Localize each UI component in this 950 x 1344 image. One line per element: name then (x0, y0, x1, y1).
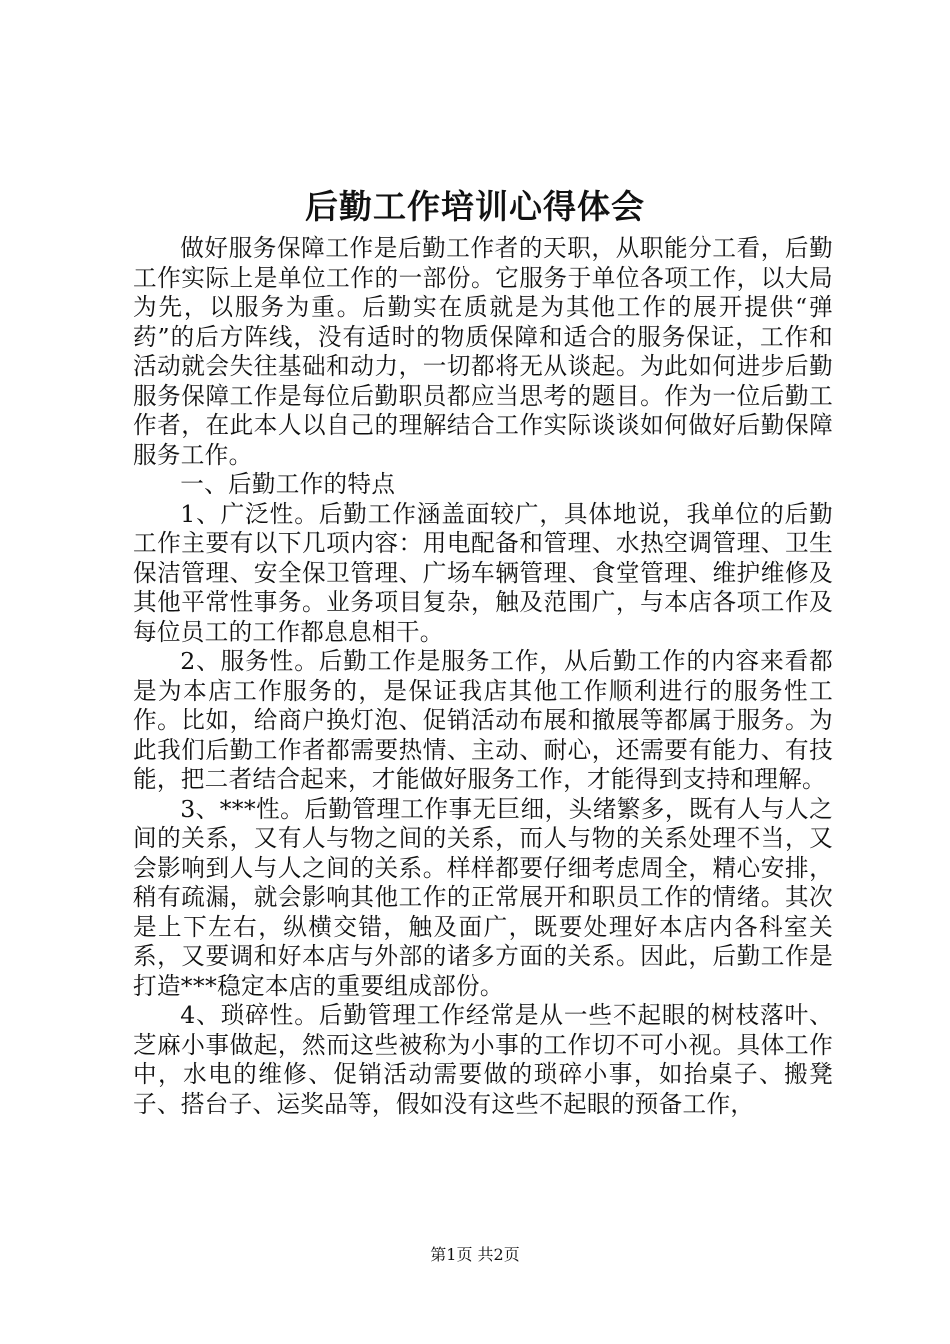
page-number-footer: 第1页 共2页 (430, 1245, 520, 1264)
paragraph-service: 2、服务性。后勤工作是服务工作，从后勤工作的内容来看都是为本店工作服务的，是保证我店其他工作顺利进行的服务性工作。比如，给商户换灯泡、促销活动布展和撤展等都属于服务。为此我们后勤工作者都需要热情、主动、耐心，还需要有能力、有技能，把二者结合起来，才能做好服务工作，才能得到支持和理解。 (133, 647, 833, 793)
document-body (133, 234, 833, 1119)
paragraph-complexity: 3、***性。后勤管理工作事无巨细，头绪繁多，既有人与人之间的关系，又有人与物之间的关系，而人与物的关系处理不当，又会影响到人与人之间的关系。样样都要仔细考虑周全，精心安排，稍有疏漏，就会影响其他工作的正常展开和职员工作的情绪。其次是上下左右，纵横交错，触及面广，既要处理好本店内各科室关系，又要调和好本店与外部的诸多方面的关系。因此，后勤工作是打造***稳定本店的重要组成部份。 (133, 794, 833, 1000)
section-heading-features: 一、后勤工作的特点 (180, 470, 396, 498)
paragraph-triviality: 4、琐碎性。后勤管理工作经常是从一些不起眼的树枝落叶、芝麻小事做起，然而这些被称为小事的工作切不可小视。具体工作中，水电的维修、促销活动需要做的琐碎小事，如抬桌子、搬凳子、搭台子、运奖品等，假如没有这些不起眼的预备工作， (133, 1001, 833, 1118)
document-title: 后勤工作培训心得体会 (305, 187, 645, 226)
paragraph-breadth: 1、广泛性。后勤工作涵盖面较广，具体地说，我单位的后勤工作主要有以下几项内容：用电配备和管理、水热空调管理、卫生保洁管理、安全保卫管理、广场车辆管理、食堂管理、维护维修及其他平常性事务。业务项目复杂，触及范围广，与本店各项工作及每位员工的工作都息息相干。 (133, 499, 833, 646)
paragraph-intro: 做好服务保障工作是后勤工作者的天职，从职能分工看，后勤工作实际上是单位工作的一部份。它服务于单位各项工作，以大局为先，以服务为重。后勤实在质就是为其他工作的展开提供“弹药”的后方阵线，没有适时的物质保障和适合的服务保证，工作和活动就会失往基础和动力，一切都将无从谈起。为此如何进步后勤服务保障工作是每位后勤职员都应当思考的题目。作为一位后勤工作者，在此本人以自己的理解结合工作实际谈谈如何做好后勤保障服务工作。 (133, 234, 833, 469)
